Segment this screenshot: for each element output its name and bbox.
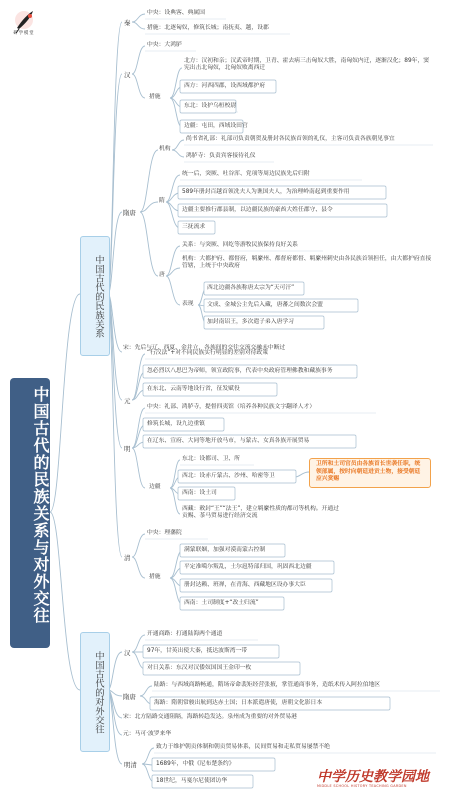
han-xifang: 西方：河西四郡，设西域都护府 (184, 83, 266, 89)
han-dongbei: 东北：设护乌桓校尉 (184, 103, 237, 109)
era-suitang2: 隋唐 (123, 693, 136, 701)
era-qing: 清 (124, 554, 131, 562)
ming-bianjiang-label: 边疆 (149, 484, 161, 490)
han2-h1: 开通商路：打通陆海两个通道 (147, 631, 223, 637)
qin-cuoshi: 措施：北逐匈奴，修筑长城；南抚夷、越，设郡 (147, 25, 269, 31)
ming-dongbei: 东北：设都司、卫、所 (182, 456, 240, 462)
era-qin: 秦 (124, 19, 131, 27)
qing-cuoshi-label: 措施 (149, 574, 161, 580)
ming-zhongyang: 中央：礼部、鸿胪寺，提督四夷馆（培养各种民族文字翻译人才） (147, 404, 316, 410)
yuan-zongzhi: 忽必烈以八思巴为帝师，领宣政院事，代表中央政府管理佛教和藏族事务 (147, 368, 333, 374)
suitang-tang5: 加封南诏王，多次遣子弟入唐学习 (207, 319, 294, 325)
suitang-jigou-label: 机构 (159, 146, 171, 152)
feather-quill-icon (6, 6, 42, 42)
han2-h3: 对日关系：东汉对汉倭奴国国王金印一枚 (147, 665, 252, 671)
suitang-biaoxian-label: 表现 (182, 301, 194, 307)
yuan-xingzheng: “行汉法”+对不同民族实行明显的差别对待政策 (147, 350, 269, 356)
era-han2: 汉 (124, 649, 131, 657)
qing-c3: 册封达赖、班禅，在青海、西藏地区设办事大臣 (184, 582, 306, 588)
yuan-dongbei: 在东北、云南等地设行省，征发赋役 (147, 386, 240, 392)
category-duiwai: 中国古代的对外交往 (93, 650, 104, 734)
suitang-shangshu: 尚书省礼部：礼部司负责朝贺及册封各民族首领的礼仪，主客司负责各族朝见事宜 (186, 136, 395, 142)
era-ming: 明 (124, 445, 131, 453)
brand-logo: 中学历史教学园地 (317, 769, 429, 785)
mingqing-m2: 1689年，中俄《尼布楚条约》 (156, 761, 235, 767)
ming-xibei: 西北：设赤斤蒙古、沙州、哈密等卫 (182, 473, 275, 479)
era-mingqing: 明清 (124, 761, 137, 769)
ming-xizang: 西藏：敕封“王”“法王”，建立羁縻性质的都司等机构。开通过贡赐、茶马贸易进行经济交流 (182, 506, 339, 520)
era-suitang: 隋唐 (123, 209, 136, 217)
han2-h2: 97年，甘英出使大秦，抵达波斯湾一带 (147, 648, 248, 654)
era-han: 汉 (124, 71, 131, 79)
suitang-sui-label: 隋 (159, 198, 165, 204)
qing-c4: 西南：土司制度+“改土归流” (184, 600, 259, 606)
suitang-sui1: 统一后，突厥、吐谷浑、党项等周边民族先后归附 (182, 171, 310, 177)
era-song: 宋：先后与辽、西夏、金并立，各族间的交往交流交融未中断过 (123, 345, 286, 351)
suitang-tang-label: 唐 (159, 272, 165, 278)
suitang-honglu: 鸿胪寺：负责宾客接待礼仪 (186, 153, 256, 159)
suitang-sui3: 边疆主要推行郡县制，以边疆民族的豪酋大姓任郡守、县令 (182, 207, 333, 213)
root-title: 中国古代的民族关系与对外交往 (31, 386, 50, 624)
ming-changcheng: 修筑长城，设九边重镇 (147, 421, 205, 427)
suitang2-hailu: 海路：隋朝常骏出航到达赤土国；日本派遣唐使，唐朝文化影日本 (154, 700, 323, 706)
qin-zhongyang: 中央：设典客、典属国 (147, 10, 205, 16)
han-bianjiang: 边疆：屯田，西域设田官 (184, 123, 248, 129)
han-beifang: 北方：汉初和亲；汉武帝时期，卫青、霍去病三击匈奴大胜，南匈奴内迁，逐渐汉化；89年，窦宪出击北匈奴，北匈奴败离西迁 (184, 58, 430, 72)
han-cuoshi-label: 措施 (149, 94, 161, 100)
logo-caption: 研学模堂 (13, 31, 35, 36)
brand-subtitle: MIDDLE SCHOOL HISTORY TEACHING GARDEN (317, 784, 407, 788)
suitang-tang3: 西北边疆各族称唐太宗为“天可汗” (207, 285, 295, 291)
suitang-sui4: 三抚流求 (182, 224, 206, 230)
mingqing-m1: 致力于维护朝贡体制和朝贡贸易体系，民间贸易和走私贸易屡禁不绝 (156, 744, 330, 750)
era-yuan2: 元：马可·波罗来华 (123, 731, 172, 737)
era-song2: 宋：北方陆路交通阻隔，海路转趋发达。泉州成为重要的对外贸易港 (123, 714, 297, 720)
era-yuan: 元 (124, 397, 131, 405)
qing-c1: 满蒙联姻，加强对漠南蒙古控制 (184, 547, 266, 553)
category-minzu: 中国古代的民族关系 (93, 254, 104, 338)
ming-xinan: 西南：设土司 (182, 490, 217, 496)
suitang-tang2: 机构：大都护府、都督府，羁縻州、都督府都督、羁縻州刺史由各民族首领担任，由大都护府直接管辖，上统于中央政府 (182, 256, 432, 270)
qing-zhongyang: 中央：理藩院 (147, 530, 182, 536)
mingqing-m3: 18世纪，马戛尔尼使团访华 (156, 778, 228, 784)
suitang2-lulu: 陆路：与西域商路畅通，隋场帝命裴矩经营张掖，掌管通商事务，造纸术传入阿拉伯地区 (154, 682, 381, 688)
ming-shihu: 在辽东、宣府、大同等地开放马市，与蒙古、女真各族开展贸易 (147, 438, 310, 444)
suitang-tang4: 文成、金城公主先后入藏，唐蕃之间数次会盟 (207, 302, 323, 308)
suitang-tang1: 关系：与突厥、回纥等游牧民族保持良好关系 (182, 242, 298, 248)
qing-c2: 平定准噶尔叛乱，土尔扈特部归国，巩固西北边疆 (184, 564, 312, 570)
han-zhongyang: 中央：大鸿胪 (147, 42, 182, 48)
ming-note: 卫所和土司官员由各族首长世袭任职，统领部属，按时向朝廷进贡土物，接受朝廷应兴赏赐 (316, 461, 421, 483)
suitang-sui2: 589年册封百越首领冼夫人为谯国夫人，为治理岭南起到重要作用 (182, 189, 350, 195)
